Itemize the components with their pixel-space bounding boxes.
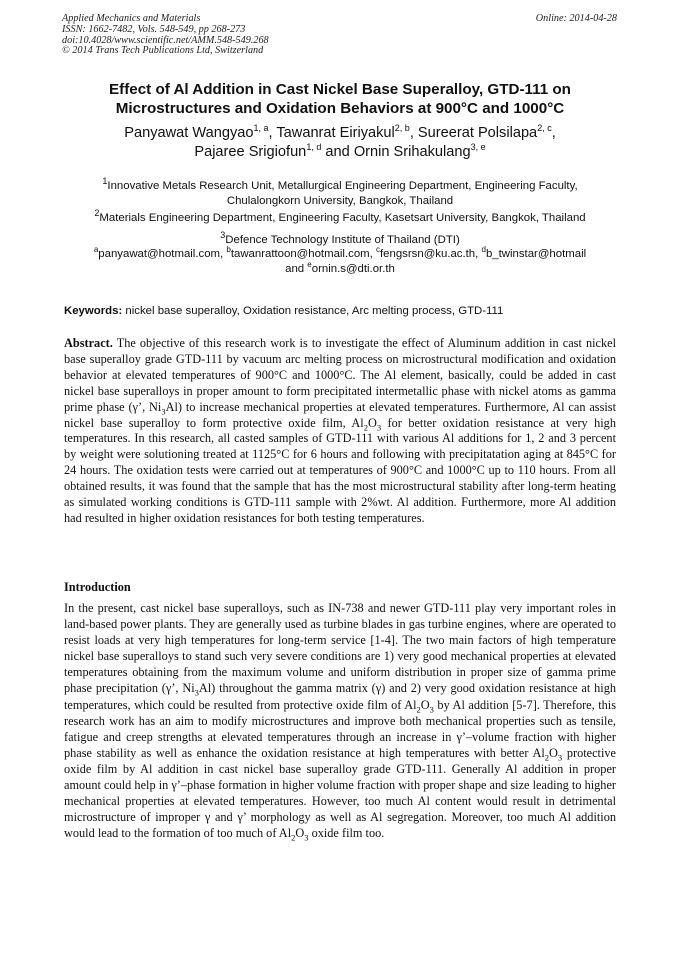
keywords-section	[64, 304, 616, 318]
keywords-label: Keywords:	[64, 305, 123, 317]
abstract-text: The objective of this research work is to investigate the effect of Aluminum addition in cast nickel base superalloy grade GTD-111 by vacuum arc melting process on microstructural modification and oxidation behavior at elevated temperatures of 900°C and 1000°C. The Al element, basically, could be added in cast nickel base superalloys in proper amount to form precipitated intermetallic phase with nickel atoms as gamma prime phase (γ’, Ni	[64, 336, 616, 414]
email-marker: a	[93, 245, 99, 255]
abstract-section	[64, 336, 616, 527]
section-heading-introduction: Introduction	[64, 580, 131, 594]
affiliation-text: Defence Technology Institute of Thailand (DTI)	[225, 234, 460, 246]
abstract-text: for better oxidation resistance at very high temperatures. In this research, all casted samples of GTD-111 with various Al additions for 1, 2 and 3 percent by weight were solutioning treated at 1125°C for 6 hours and following with precipitatation aging at 845°C for 24 hours. The oxidation tests were carried out at temperatures of 900°C and 1000°C up to 110 hours. From all obtained results, it was found that the sample that has the most microstructural stability after long-term heating as simulated working conditions is GTD-111 sample with 2%wt. Al addition. Furthermore, more Al addition had resulted in higher oxidation resistances for both testing temperatures.	[64, 415, 616, 525]
affiliation-number: 2	[94, 208, 100, 219]
subscript: 3	[194, 687, 199, 698]
abstract-text: O	[367, 415, 377, 430]
email-link[interactable]: tawanrattoon@hotmail.com,	[230, 248, 373, 260]
subscript: 3	[557, 752, 563, 763]
author-affil-sup: 1, d	[306, 142, 322, 153]
copyright-line: © 2014 Trans Tech Publications Ltd, Switzerland	[62, 45, 264, 57]
email-marker: d	[481, 245, 486, 255]
author-name: Panyawat Wangyao	[124, 125, 254, 141]
author-affil-sup: 2, c	[537, 123, 552, 134]
author-name: Tawanrat Eiriyakul	[276, 125, 395, 141]
body-text: O	[420, 697, 430, 712]
email-link[interactable]: b_twinstar@hotmail	[485, 248, 587, 260]
body-text: In the present, cast nickel base superalloys, such as IN-738 and newer GTD-111 play very important roles in land-based power plants. They are generally used as turbine blades in gas turbine engines, where are operated to resist loads at very high temperatures for long-term service [1-4]. The two main factors of high temperature nickel base superalloys to stand such very severe conditions are 1) very good mechanical properties at elevated temperatures obtaining from the maximum volume and uniform distribution in proper size of gamma prime phase precipitation (γ’, Ni	[64, 601, 616, 696]
body-text: Al) throughout the gamma matrix (γ) and 2) very good oxidation resistance at high temperatures, which could be resulted from protective oxide film of Al	[64, 681, 616, 712]
body-text: O	[295, 826, 305, 841]
author-affil-sup: 1, a	[253, 123, 269, 134]
affiliation-text: Materials Engineering Department, Engineering Faculty, Kasetsart University, Bangkok, Thailand	[99, 212, 586, 224]
author-affil-sup: 2, b	[394, 123, 410, 134]
subscript: 3	[429, 704, 434, 715]
online-date: Online: 2014-04-28	[535, 13, 617, 24]
author-list: Panyawat Wangyao$^{1, a}$, Tawanrat Eiriyakul$^{2, b}$, Sureerat Polsilapa$^{2, c}$, Pajaree Srigiofun$^{1, d}$ and Ornin Srihakulang$^{3, e}$	[124, 123, 556, 160]
issn-line: ISSN: 1662-7482, Vols. 548-549, pp 268-273	[62, 23, 246, 35]
keywords-text: nickel base superalloy, Oxidation resistance, Arc melting process, GTD-111	[125, 305, 504, 317]
author-affil-sup: 3, e	[470, 142, 486, 153]
author-name: Ornin Srihakulang	[353, 144, 471, 160]
abstract-label: Abstract.	[64, 336, 113, 350]
body-text: protective oxide film by Al addition in cast nickel base superalloy grade GTD-111. Generally Al addition in proper amount could help in γ’–phase formation in higher volume fraction with proper shape and size leading to higher mechanical properties at elevated temperatures. However, too much Al content would result in detrimental microstructure of improper γ and γ’ morphology as well as Al segregation. Moreover, too much Al addition would lead to the formation of too much of Al	[64, 745, 616, 841]
email-conjunction: and	[285, 262, 305, 275]
affiliation-number: 3	[220, 230, 226, 241]
subscript: 2	[416, 704, 421, 715]
abstract-text: Al) to increase mechanical properties at elevated temperatures. Furthermore, Al can assist nickel base superalloy to form protective oxide film, Al	[64, 399, 616, 430]
paper-title	[64, 80, 616, 118]
affiliation-text: Innovative Metals Research Unit, Metallurgical Engineering Department, Engineering Faculty,	[107, 180, 578, 192]
affiliation-number: 1	[102, 176, 108, 187]
author-name: Pajaree Srigiofun	[194, 144, 307, 160]
affiliation-1	[62, 176, 618, 209]
author-conjunction: and	[325, 144, 350, 160]
affiliation-2	[62, 208, 618, 226]
author-name: Sureerat Polsilapa	[417, 125, 538, 141]
email-marker: b	[226, 245, 231, 255]
doi-line: doi:10.4028/www.scientific.net/AMM.548-549.268	[62, 34, 269, 46]
body-text: by Al addition [5-7]. Therefore, this research work has an aim to modify microstructures and improve both mechanical properties such as tensile, fatigue and creep strengths at elevated temperatures through an increase in γ’–volume fraction with higher phase stability as well as enhance the oxidation resistance at high temperatures with better Al	[64, 697, 617, 760]
subscript: 2	[291, 832, 296, 843]
subscript: 3	[376, 421, 382, 432]
journal-header	[62, 14, 617, 57]
affiliation-3	[62, 230, 618, 248]
subscript: 2	[363, 421, 368, 432]
title-line-1: Effect of Al Addition in Cast Nickel Base Superalloy, GTD-111 on	[109, 81, 571, 98]
affiliation-text: Chulalongkorn University, Bangkok, Thailand	[226, 194, 454, 207]
body-text: O	[549, 745, 558, 760]
subscript: 3	[161, 406, 166, 417]
email-link[interactable]: ornin.s@dti.or.th	[311, 262, 395, 275]
subscript: 2	[544, 752, 549, 763]
email-marker: c	[376, 245, 380, 255]
subscript: 3	[304, 832, 309, 843]
journal-name: Applied Mechanics and Materials	[62, 13, 201, 24]
email-link[interactable]: panyawat@hotmail.com,	[98, 248, 224, 260]
body-text: oxide film too.	[308, 826, 385, 841]
email-link[interactable]: fengsrsn@ku.ac.th,	[380, 248, 479, 260]
title-line-2: Microstructures and Oxidation Behaviors at 900°C and 1000°C	[115, 100, 565, 117]
introduction-body	[64, 600, 616, 841]
author-emails	[62, 247, 618, 276]
email-marker: e	[307, 259, 312, 269]
